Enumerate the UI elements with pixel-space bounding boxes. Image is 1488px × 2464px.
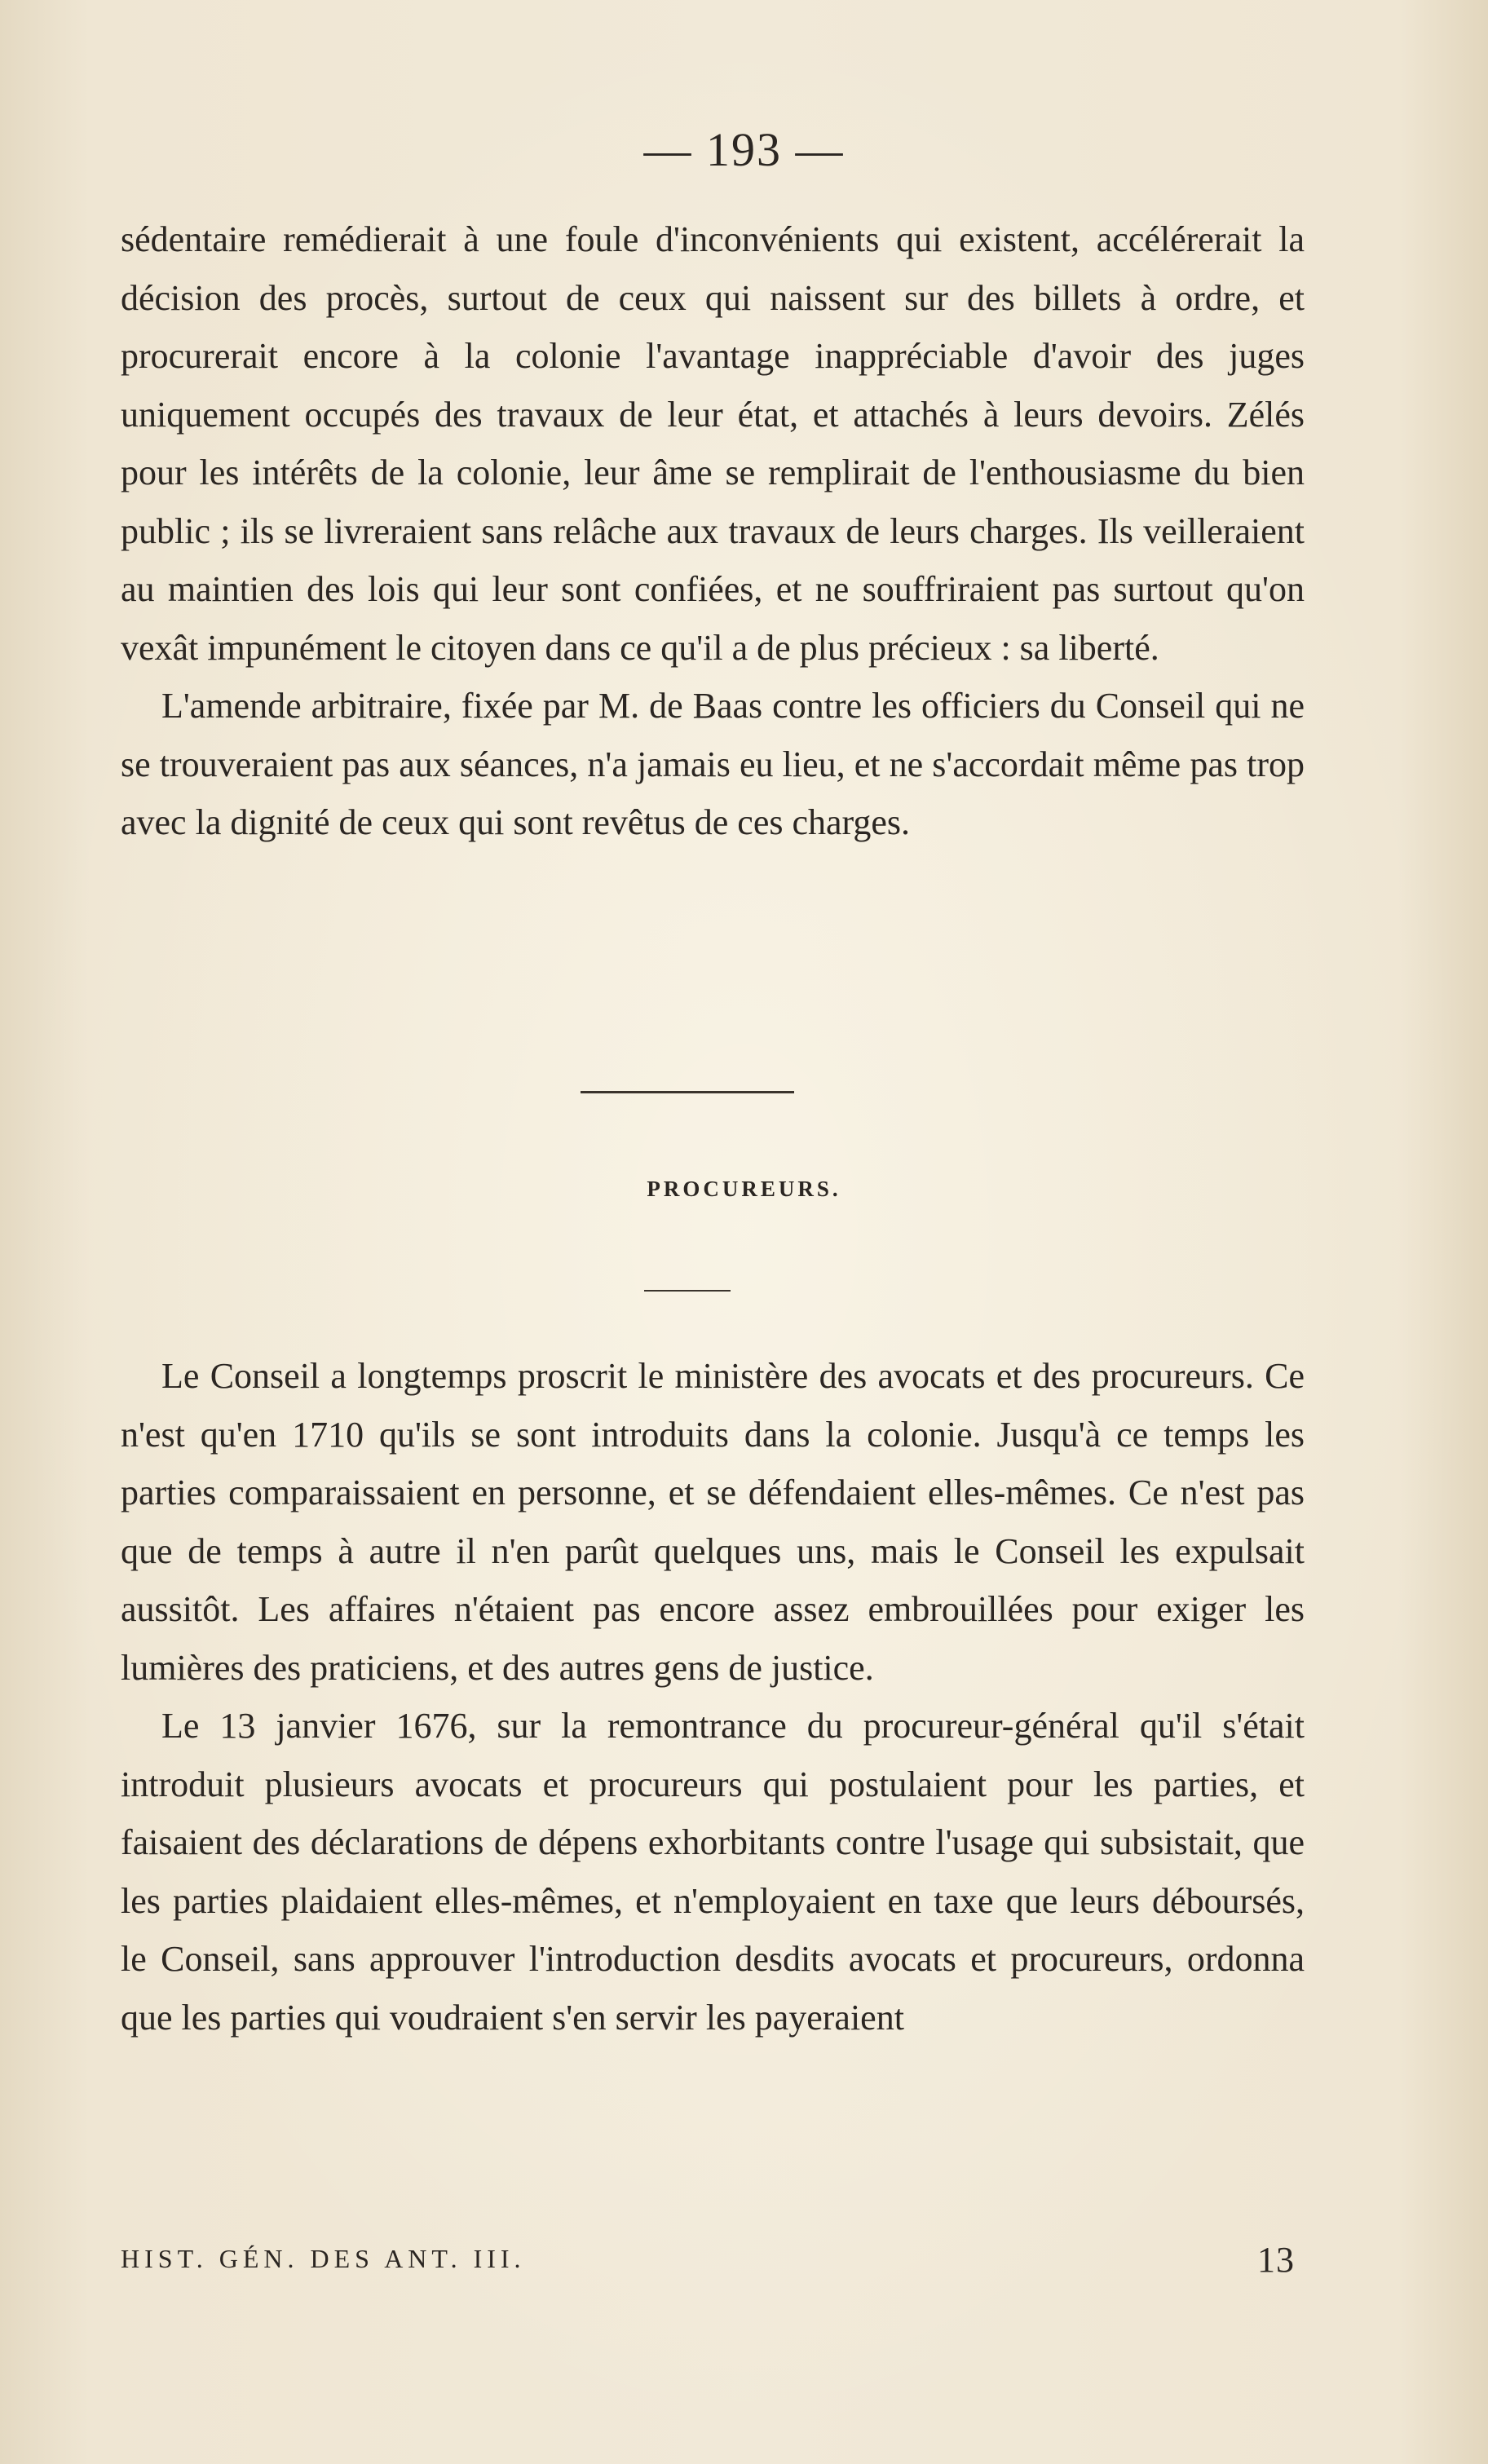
paragraph: Le Conseil a longtemps proscrit le ministère des avocats et des procureurs. Ce n'est qu'en 1710 qu'ils se sont introduits dans la colonie. Jusqu'à ce temps les parties comparaissaient en personne, et se défendaient elles-mêmes. Ce n'est pas que de temps à autre il n'en parût quelques uns, mais le Conseil les expulsait aussitôt. Les affaires n'étaient pas encore assez embrouillées pour exiger les lumières des praticiens, et des autres gens de justice. [121,1356,1305,1688]
paragraph: Le 13 janvier 1676, sur la remontrance du procureur-général qu'il s'était introduit plusieurs avocats et procureurs qui postulaient pour les parties, et faisaient des déclarations de dépens exhorbitants contre l'usage qui subsistait, que les parties plaidaient elles-mêmes, et n'employaient en taxe que leurs déboursés, le Conseil, sans approuver l'introduction desdits avocats et procureurs, ordonna que les parties qui voudraient s'en servir les payeraient [121,1706,1305,2038]
section-heading: PROCUREURS. [647,1177,841,1201]
text-block-top [121,210,1305,852]
paragraph: L'amende arbitraire, fixée par M. de Baas contre les officiers du Conseil qui ne se trouveraient pas aux séances, n'a jamais eu lieu, et ne s'accordait même pas trop avec la dignité de ceux qui sont revêtus de ces charges. [121,686,1305,842]
running-title: HIST. GÉN. DES ANT. III. [121,2244,526,2273]
signature-mark: 13 [1257,2240,1295,2280]
text-block-bottom [121,1347,1305,2047]
page-number: — 193 — [643,123,845,176]
paragraph: sédentaire remédierait à une foule d'inconvénients qui existent, accélérerait la décision des procès, surtout de ceux qui naissent sur des billets à ordre, et procurerait encore à la colonie l'avantage inappréciable d'avoir des juges uniquement occupés des travaux de leur état, et attachés à leurs devoirs. Zélés pour les intérêts de la colonie, leur âme se remplirait de l'enthousiasme du bien public ; ils se livreraient sans relâche aux travaux de leurs charges. Ils veilleraient au maintien des lois qui leur sont confiées, et ne souffriraient pas surtout qu'on vexât impunément le citoyen dans ce qu'il a de plus précieux : sa liberté. [121,219,1305,668]
section-divider-bottom [644,1290,731,1292]
section-divider-top [581,1091,794,1093]
